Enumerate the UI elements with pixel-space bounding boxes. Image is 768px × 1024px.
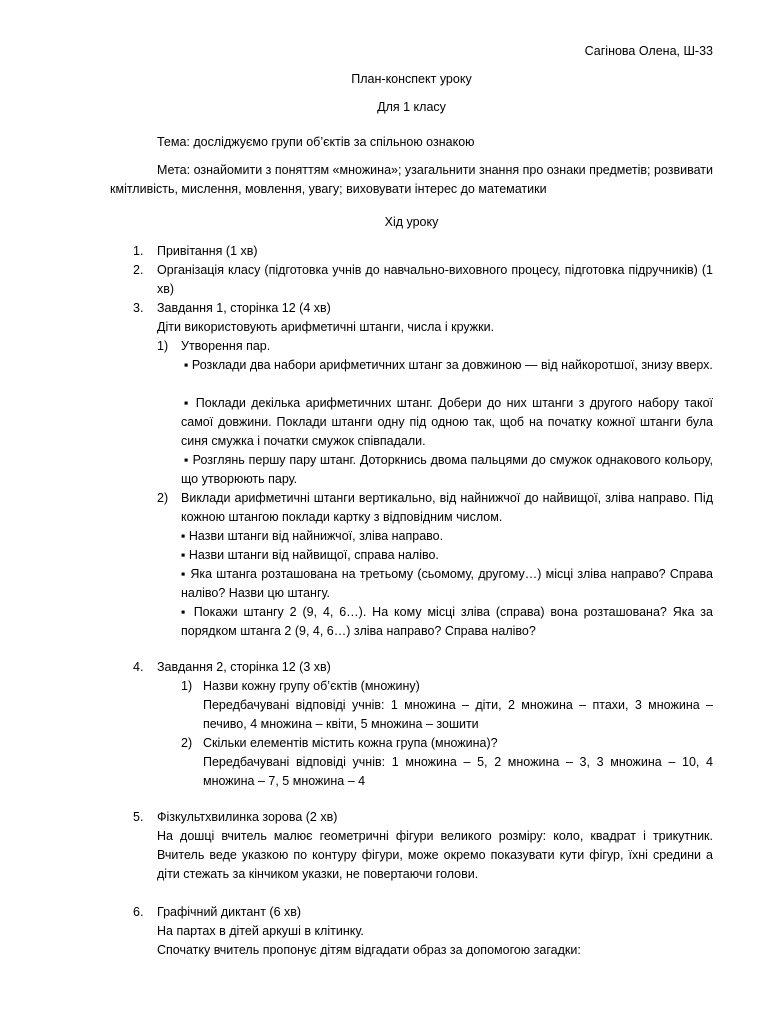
subitem-vertical-rods xyxy=(157,489,713,527)
topic-line: Тема: досліджуємо групи об’єктів за спільною ознакою xyxy=(157,135,475,149)
item-number: 2. xyxy=(133,263,144,277)
subitem-text: Назви кожну групу об’єктів (множину) xyxy=(203,679,420,693)
lesson-progress-heading: Хід уроку xyxy=(384,215,439,229)
item-text: Привітання (1 хв) xyxy=(157,244,258,258)
list-item-eye-exercise xyxy=(133,808,713,827)
expected-answers-groups: Передбачувані відповіді учнів: 1 множина – діти, 2 множина – птахи, 3 множина – печиво, 4 множина – квіти, 5 множина – зошити xyxy=(203,698,713,731)
bullet-name-highest: ▪ Назви штанги від найвищої, справа наліво. xyxy=(181,548,439,562)
item-text: Завдання 2, сторінка 12 (3 хв) xyxy=(157,660,331,674)
expected-answers-counts: Передбачувані відповіді учнів: 1 множина – 5, 2 множина – 3, 3 множина – 10, 4 множина – 7, 5 множина – 4 xyxy=(203,755,713,788)
subitem-text: Скільки елементів містить кожна група (множина)? xyxy=(203,736,498,750)
goal-paragraph: Мета: ознайомити з поняттям «множина»; узагальнити знання про ознаки предметів; розвивати кмітливість, мислення, мовлення, увагу; виховувати інтерес до математики xyxy=(110,163,713,196)
document-title: План-конспект уроку xyxy=(351,72,472,86)
dictation-line-2: Спочатку вчитель пропонує дітям відгадати образ за допомогою загадки: xyxy=(157,943,581,957)
item-number: 1. xyxy=(133,244,144,258)
subitem-number: 1) xyxy=(181,679,193,693)
list-item-class-organization xyxy=(133,261,713,299)
subitem-count-elements xyxy=(181,734,713,753)
subitem-text: Утворення пар. xyxy=(181,339,271,353)
bullet-match-rods: ▪ Поклади декілька арифметичних штанг. Добери до них штанги з другого набору такої самої довжини. Поклади штанги одну під одною так, щоб на початку кожної штанги була синя смужка і початки смужок співпадали. xyxy=(181,396,713,448)
item-text: Завдання 1, сторінка 12 (4 хв) xyxy=(157,301,331,315)
subitem-text: Виклади арифметичні штанги вертикально, від найнижчої до найвищої, зліва направо. Під кожною штангою поклади картку з відповідним числом. xyxy=(181,491,713,524)
bullet-sort-rods: ▪ Розклади два набори арифметичних штанг за довжиною — від найкоротшої, знизу вверх. xyxy=(184,358,713,372)
bullet-third-place: ▪ Яка штанга розташована на третьому (сьомому, другому…) місці зліва направо? Справа наліво? Назви цю штангу. xyxy=(181,567,713,600)
subitem-name-groups xyxy=(181,677,713,696)
subitem-number: 2) xyxy=(157,491,169,505)
item-number: 3. xyxy=(133,301,144,315)
task-1-intro: Діти використовують арифметичні штанги, числа і кружки. xyxy=(157,320,495,334)
subitem-number: 2) xyxy=(181,736,193,750)
item-number: 6. xyxy=(133,905,144,919)
item-text: Організація класу (підготовка учнів до навчально-виховного процесу, підготовка підручників) (1 хв) xyxy=(157,263,713,296)
author-line: Сагінова Олена, Ш-33 xyxy=(584,44,713,58)
dictation-line-1: На партах в дітей аркуші в клітинку. xyxy=(157,924,364,938)
list-item-greeting xyxy=(133,242,713,261)
subitem-number: 1) xyxy=(157,339,169,353)
item-number: 4. xyxy=(133,660,144,674)
bullet-show-rod: ▪ Покажи штангу 2 (9, 4, 6…). На кому місці зліва (справа) вона розташована? Яка за порядком штанга 2 (9, 4, 6…) зліва направо? Справа наліво? xyxy=(181,605,713,638)
list-item-graphic-dictation xyxy=(133,903,713,922)
list-item-task-2 xyxy=(133,658,713,677)
eye-exercise-description: На дошці вчитель малює геометричні фігури великого розміру: коло, квадрат і трикутник. Вчитель веде указкою по контуру фігури, може окремо показувати кути фігур, їхні средини а діти стежать за кінчиком указки, не повертаючи голови. xyxy=(157,829,713,881)
subitem-pairs xyxy=(157,337,713,356)
item-text: Фізкультхвилинка зорова (2 хв) xyxy=(157,810,338,824)
item-text: Графічний диктант (6 хв) xyxy=(157,905,302,919)
list-item-task-1 xyxy=(133,299,713,318)
item-number: 5. xyxy=(133,810,144,824)
grade-line: Для 1 класу xyxy=(377,100,446,114)
bullet-name-lowest: ▪ Назви штанги від найнижчої, зліва направо. xyxy=(181,529,444,543)
bullet-first-pair: ▪ Розглянь першу пару штанг. Доторкнись двома пальцями до смужок однакового кольору, що утворюють пару. xyxy=(181,453,713,486)
